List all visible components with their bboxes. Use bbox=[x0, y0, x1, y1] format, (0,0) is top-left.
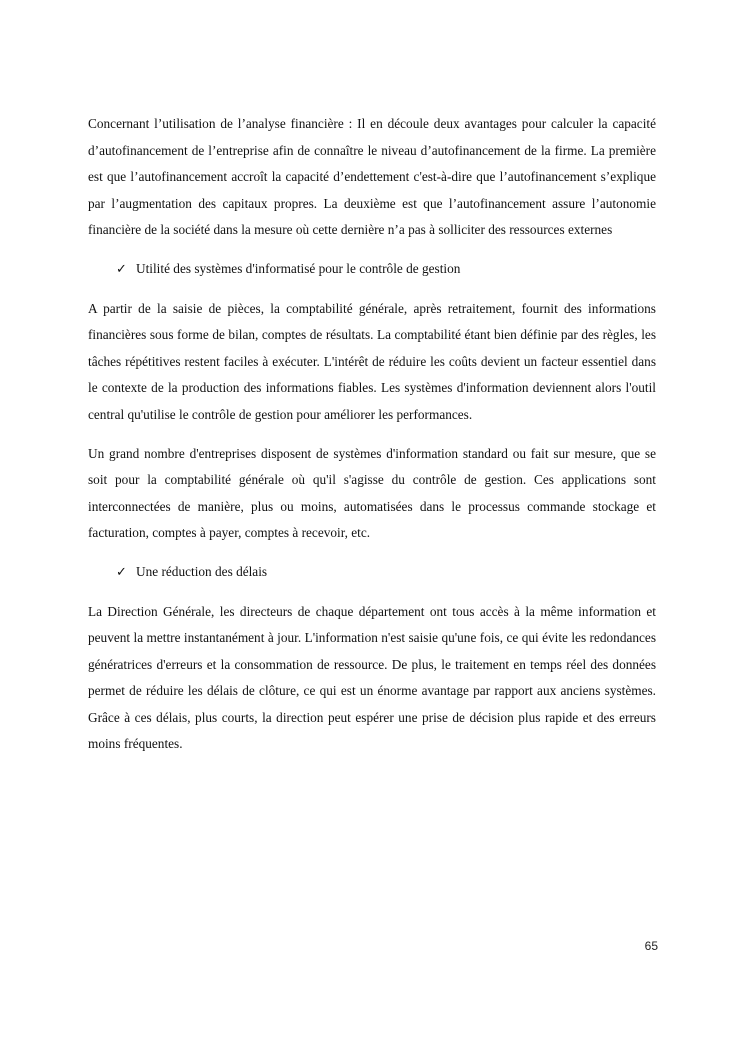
bullet-label: Utilité des systèmes d'informatisé pour le contrôle de gestion bbox=[136, 260, 461, 276]
bullet-systemes-information bbox=[88, 256, 656, 284]
checkmark-icon: ✓ bbox=[116, 261, 127, 277]
paragraph-direction-generale: La Direction Générale, les directeurs de chaque département ont tous accès à la même information et peuvent la mettre instantanément à jour. L'information n'est saisie qu'une fois, ce qui évite les redondances génératrices d'erreurs et la consommation de ressource. De plus, le traitement en temps réel des données permet de réduire les délais de clôture, ce qui est un énorme avantage par rapport aux anciens systèmes. Grâce à ces délais, plus courts, la direction peut espérer une prise de décision plus rapide et des erreurs moins fréquentes. bbox=[88, 603, 656, 752]
paragraph-comptabilite: A partir de la saisie de pièces, la comptabilité générale, après retraitement, fournit des informations financières sous forme de bilan, comptes de résultats. La comptabilité étant bien définie par des règles, les tâches répétitives restent faciles à exécuter. L'intérêt de réduire les coûts devient un facteur essentiel dans le contexte de la production des informations fiables. Les systèmes d'information deviennent alors l'outil central qu'utilise le contrôle de gestion pour améliorer les performances. bbox=[88, 300, 656, 422]
page-content bbox=[88, 111, 656, 770]
bullet-label: Une réduction des délais bbox=[136, 563, 268, 579]
paragraph-entreprises: Un grand nombre d'entreprises disposent de systèmes d'information standard ou fait sur mesure, que se soit pour la comptabilité générale où qu'il s'agisse du contrôle de gestion. Ces applications sont interconnectées de manière, plus ou moins, automatisées dans le processus commande stockage et facturation, comptes à payer, comptes à recevoir, etc. bbox=[88, 445, 656, 541]
bullet-reduction-delais bbox=[88, 559, 656, 587]
page-number: 65 bbox=[644, 939, 658, 953]
checkmark-icon: ✓ bbox=[116, 564, 127, 580]
paragraph-autofinancement: Concernant l’utilisation de l’analyse financière : Il en découle deux avantages pour calculer la capacité d’autofinancement de l’entreprise afin de connaître le niveau d’autofinancement de la firme. La première est que l’autofinancement accroît la capacité d’endettement c'est-à-dire que l’autofinancement s’explique par l’augmentation des capitaux propres. La deuxième est que l’autofinancement assure l’autonomie financière de la société dans la mesure où cette dernière n’a pas à solliciter des ressources externes bbox=[88, 116, 656, 238]
